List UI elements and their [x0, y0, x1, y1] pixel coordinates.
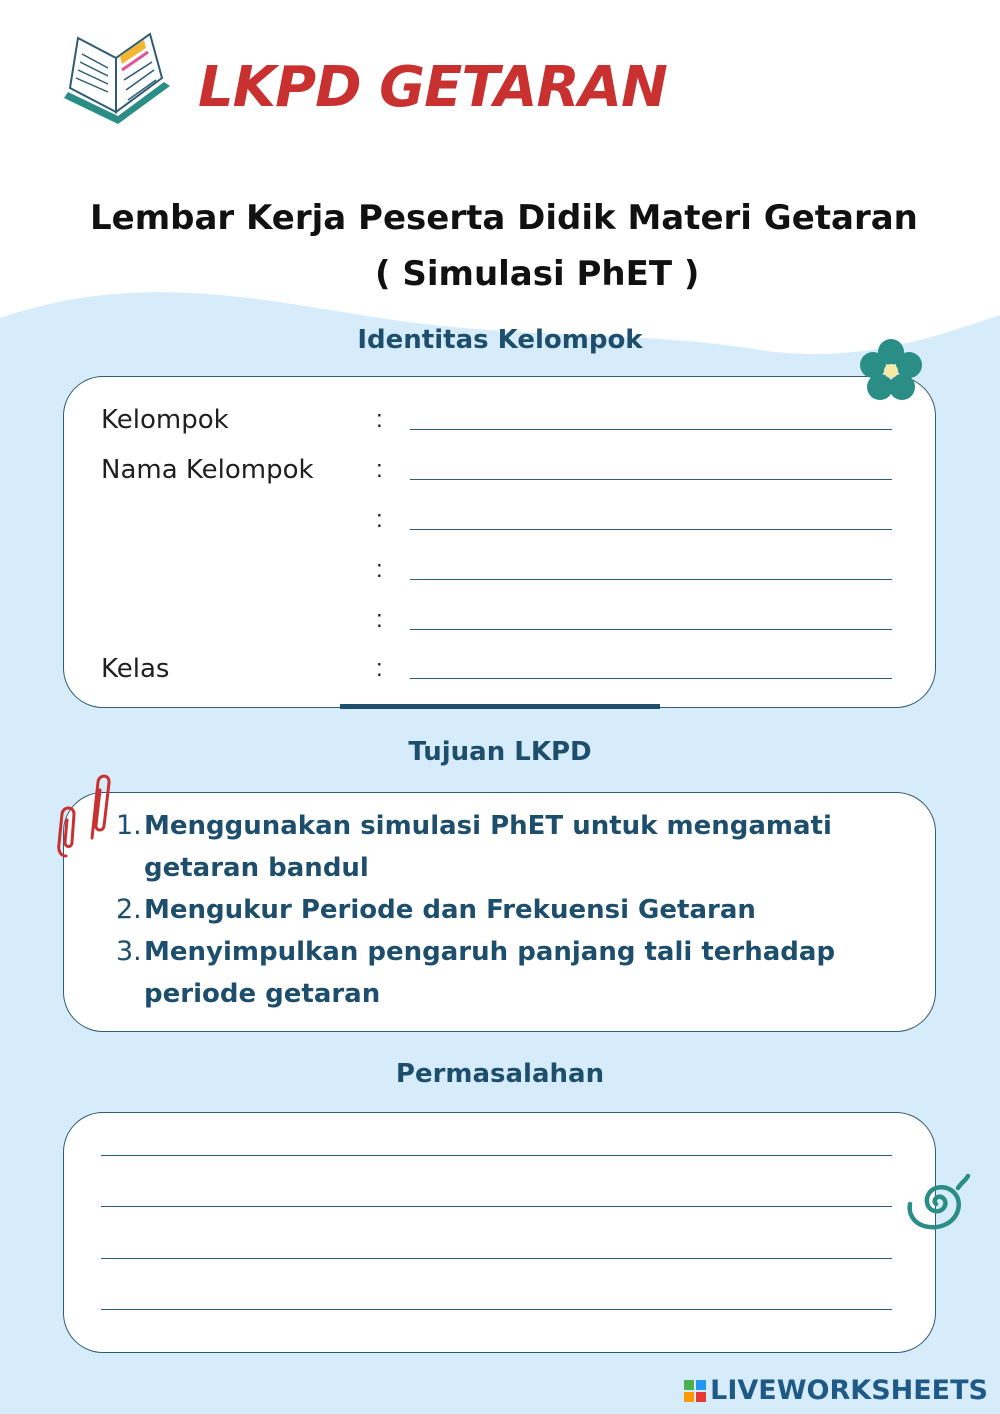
liveworksheets-watermark: [684, 1375, 988, 1406]
subtitle-line-1: Lembar Kerja Peserta Didik Materi Getaran: [90, 198, 918, 238]
goal-text: Menggunakan simulasi PhET untuk mengamati getaran bandul: [144, 811, 832, 883]
identity-card: [63, 376, 936, 708]
problem-answer-line[interactable]: [101, 1309, 892, 1310]
identity-row-kelas: [64, 649, 937, 689]
liveworksheets-logo-icon: [684, 1380, 706, 1402]
identity-colon: :: [376, 606, 383, 633]
identity-row-kelompok: [64, 400, 937, 440]
subtitle-line-2: ( Simulasi PhET ): [375, 254, 700, 294]
identity-answer-line[interactable]: [410, 629, 892, 630]
goal-number: 3.: [116, 936, 142, 967]
worksheet-subtitle: [0, 190, 1000, 302]
problem-answer-line[interactable]: [101, 1155, 892, 1156]
goal-item: [64, 805, 937, 889]
problem-answer-line[interactable]: [101, 1206, 892, 1207]
identity-colon: :: [376, 406, 383, 433]
goals-heading: Tujuan LKPD: [408, 737, 592, 767]
identity-answer-line[interactable]: [410, 529, 892, 530]
identity-row-member: [64, 500, 937, 540]
worksheet-title: LKPD GETARAN: [198, 55, 667, 120]
identity-colon: :: [376, 556, 383, 583]
identity-colon: :: [376, 456, 383, 483]
flower-icon: [858, 338, 924, 404]
goal-item: [64, 889, 937, 931]
goal-text: Mengukur Periode dan Frekuensi Getaran: [144, 895, 756, 925]
goal-text: Menyimpulkan pengaruh panjang tali terhadap periode getaran: [144, 937, 836, 1009]
identity-answer-line[interactable]: [410, 579, 892, 580]
identity-answer-line[interactable]: [410, 678, 892, 679]
identity-label: Nama Kelompok: [101, 455, 314, 485]
identity-answer-line[interactable]: [410, 479, 892, 480]
goal-number: 1.: [116, 810, 142, 841]
identity-heading: Identitas Kelompok: [357, 325, 643, 355]
problem-answer-line[interactable]: [101, 1258, 892, 1259]
identity-row-nama-kelompok: [64, 450, 937, 490]
open-book-icon: [58, 28, 176, 128]
spiral-icon: [902, 1170, 974, 1236]
problem-card: [63, 1112, 936, 1353]
problem-heading: Permasalahan: [395, 1059, 605, 1089]
goals-card: [63, 792, 936, 1032]
paperclip-icon: [52, 768, 112, 864]
identity-colon: :: [376, 655, 383, 682]
goal-item: [64, 931, 937, 1015]
identity-answer-line[interactable]: [410, 429, 892, 430]
goal-number: 2.: [116, 894, 142, 925]
identity-row-member: [64, 550, 937, 590]
identity-row-member: [64, 600, 937, 640]
goals-list: [64, 805, 937, 1015]
identity-colon: :: [376, 506, 383, 533]
section-divider-bar: [340, 704, 660, 709]
identity-label: Kelas: [101, 654, 170, 684]
identity-label: Kelompok: [101, 405, 229, 435]
watermark-text: LIVEWORKSHEETS: [710, 1375, 988, 1406]
